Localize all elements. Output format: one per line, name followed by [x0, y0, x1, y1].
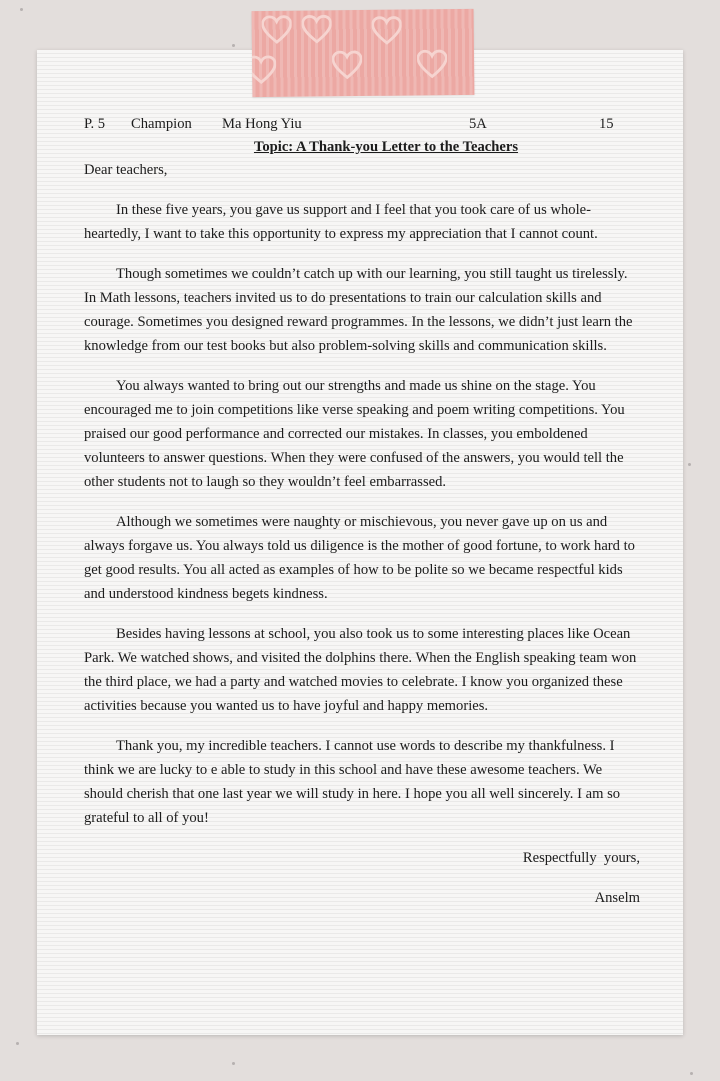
letter-signature: Anselm: [594, 890, 640, 906]
letter-paragraph: Though sometimes we couldn’t catch up with our learning, you still taught us tirelessly. In Math lessons, teachers invited us to do presentations to train our calculation skills and courage. Sometimes you designed reward programmes. In the lessons, we didn’t just learn the knowledge from our test books but also problem-solving skills and communication skills.: [84, 266, 633, 354]
heart-icon: [372, 16, 402, 46]
background-speck: [16, 1042, 19, 1045]
background-speck: [232, 44, 235, 47]
heart-icon: [262, 15, 292, 45]
background-speck: [20, 8, 23, 11]
student-name: Ma Hong Yiu: [222, 116, 302, 132]
letter-paragraph: You always wanted to bring out our strengths and made us shine on the stage. You encouraged me to join competitions like verse speaking and poem writing competitions. You praised our good performance and corrected our mistakes. In classes, you emboldened volunteers to answer questions. When they were confused of the answers, you would tell the other students not to laugh so they wouldn’t feel embarrassed.: [84, 378, 625, 490]
background-speck: [232, 1062, 235, 1065]
letter-paragraph: Besides having lessons at school, you also took us to some interesting places like Ocean Park. We watched shows, and visited the dolphins there. When the English speaking team won the third place, we had a party and watched movies to celebrate. I know you organized these activities because you wanted us to have joyful and happy memories.: [84, 626, 637, 714]
letter-closing: Respectfully yours,: [522, 850, 640, 866]
student-number: 15: [599, 116, 614, 132]
award-label: Champion: [131, 116, 192, 132]
heart-icon: [332, 50, 362, 80]
heart-icon: [252, 55, 277, 85]
washi-tape: [252, 9, 475, 97]
heart-icon: [302, 14, 332, 44]
letter-paragraph: Although we sometimes were naughty or mischievous, you never gave up on us and always forgave us. You always told us diligence is the mother of good fortune, to work hard to get good results. You all acted as examples of how to be polite so we became respectful kids and understood kindness begets kindness.: [84, 514, 635, 602]
background-speck: [688, 463, 691, 466]
letter-paragraph: Thank you, my incredible teachers. I cannot use words to describe my thankfulness. I think we are lucky to e able to study in this school and have these awesome teachers. We should cherish that one last year we will study in here. I hope you all well sincerely. I am so grateful to all of you!: [84, 738, 621, 826]
heart-icon: [417, 49, 447, 79]
letter-paragraph: In these five years, you gave us support and I feel that you took care of us whole-heartedly, I want to take this opportunity to express my appreciation that I cannot count.: [84, 202, 598, 242]
letter-topic: Topic: A Thank-you Letter to the Teachers: [253, 139, 519, 155]
letter-content: [84, 112, 640, 910]
letter-header: [84, 112, 640, 136]
background-speck: [690, 1072, 693, 1075]
letter-greeting: Dear teachers,: [84, 162, 168, 178]
class-level-label: P. 5: [84, 116, 106, 132]
class-name: 5A: [469, 116, 487, 132]
